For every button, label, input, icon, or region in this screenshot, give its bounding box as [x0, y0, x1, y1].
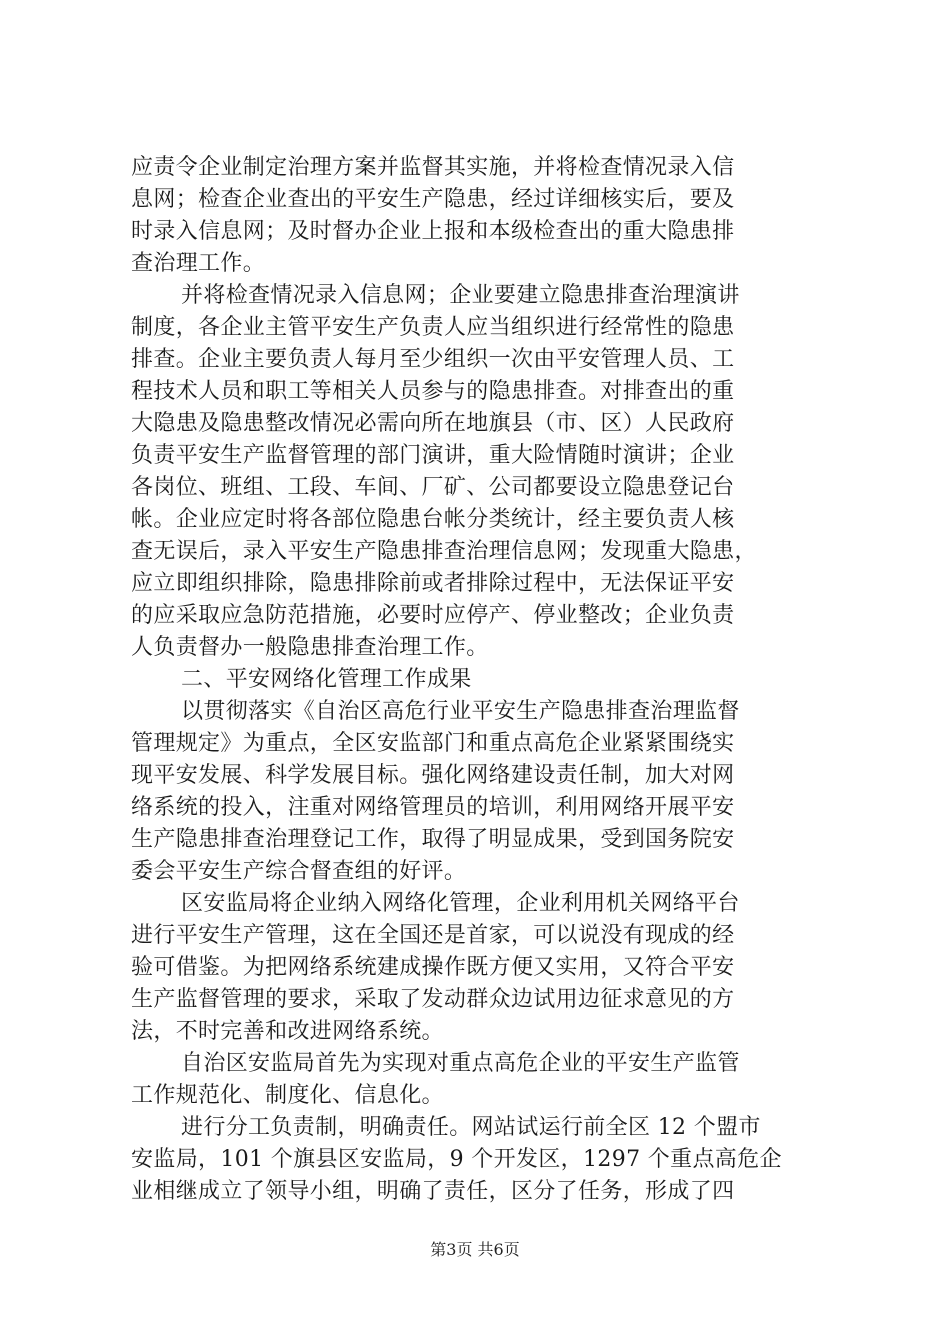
- text-line: 大隐患及隐患整改情况必需向所在地旗县（市、区）人民政府: [131, 411, 735, 436]
- text-line: 程技术人员和职工等相关人员参与的隐患排查。对排查出的重: [131, 379, 735, 404]
- text-line: 负责平安生产监督管理的部门演讲，重大险情随时演讲；企业: [131, 443, 735, 468]
- text-line: 并将检查情况录入信息网；企业要建立隐患排查治理演讲: [181, 283, 740, 308]
- page-footer: 第3页 共6页: [430, 1240, 520, 1259]
- text-line: 查无误后，录入平安生产隐患排查治理信息网；发现重大隐患，: [131, 539, 757, 564]
- text-line: 业相继成立了领导小组，明确了责任，区分了任务，形成了四: [131, 1179, 735, 1204]
- text-line: 现平安发展、科学发展目标。强化网络建设责任制，加大对网: [131, 763, 735, 788]
- text-line: 人负责督办一般隐患排查治理工作。: [131, 635, 489, 660]
- text-line: 安监局，101 个旗县区安监局，9 个开发区，1297 个重点高危企: [131, 1147, 782, 1172]
- text-line: 各岗位、班组、工段、车间、厂矿、公司都要设立隐患登记台: [131, 475, 735, 500]
- text-line: 制度，各企业主管平安生产负责人应当组织进行经常性的隐患: [131, 315, 735, 340]
- text-line: 法，不时完善和改进网络系统。: [131, 1019, 444, 1044]
- text-line: 以贯彻落实《自治区高危行业平安生产隐患排查治理监督: [181, 699, 740, 724]
- text-line: 进行分工负责制，明确责任。网站试运行前全区 12 个盟市: [181, 1115, 761, 1140]
- text-line: 生产监督管理的要求，采取了发动群众边试用边征求意见的方: [131, 987, 735, 1012]
- text-line: 排查。企业主要负责人每月至少组织一次由平安管理人员、工: [131, 347, 735, 372]
- text-line: 时录入信息网；及时督办企业上报和本级检查出的重大隐患排: [131, 219, 735, 244]
- text-line: 应立即组织排除，隐患排除前或者排除过程中，无法保证平安: [131, 571, 735, 596]
- document-body: [131, 152, 834, 1208]
- text-line: 进行平安生产管理，这在全国还是首家，可以说没有现成的经: [131, 923, 735, 948]
- text-line: 委会平安生产综合督查组的好评。: [131, 859, 467, 884]
- text-line: 帐。企业应定时将各部位隐患台帐分类统计，经主要负责人核: [131, 507, 735, 532]
- text-line: 查治理工作。: [131, 251, 266, 276]
- text-line: 区安监局将企业纳入网络化管理，企业利用机关网络平台: [181, 891, 740, 916]
- text-line: 管理规定》为重点，全区安监部门和重点高危企业紧紧围绕实: [131, 731, 735, 756]
- text-line: 二、平安网络化管理工作成果: [181, 667, 472, 692]
- text-line: 自治区安监局首先为实现对重点高危企业的平安生产监管: [181, 1051, 740, 1076]
- text-line: 的应采取应急防范措施，必要时应停产、停业整改；企业负责: [131, 603, 735, 628]
- text-line: 应责令企业制定治理方案并监督其实施，并将检查情况录入信: [131, 155, 735, 180]
- text-line: 工作规范化、制度化、信息化。: [131, 1083, 444, 1108]
- text-line: 生产隐患排查治理登记工作，取得了明显成果，受到国务院安: [131, 827, 735, 852]
- text-line: 息网；检查企业查出的平安生产隐患，经过详细核实后，要及: [131, 187, 735, 212]
- text-line: 验可借鉴。为把网络系统建成操作既方便又实用，又符合平安: [131, 955, 735, 980]
- text-line: 络系统的投入，注重对网络管理员的培训，利用网络开展平安: [131, 795, 735, 820]
